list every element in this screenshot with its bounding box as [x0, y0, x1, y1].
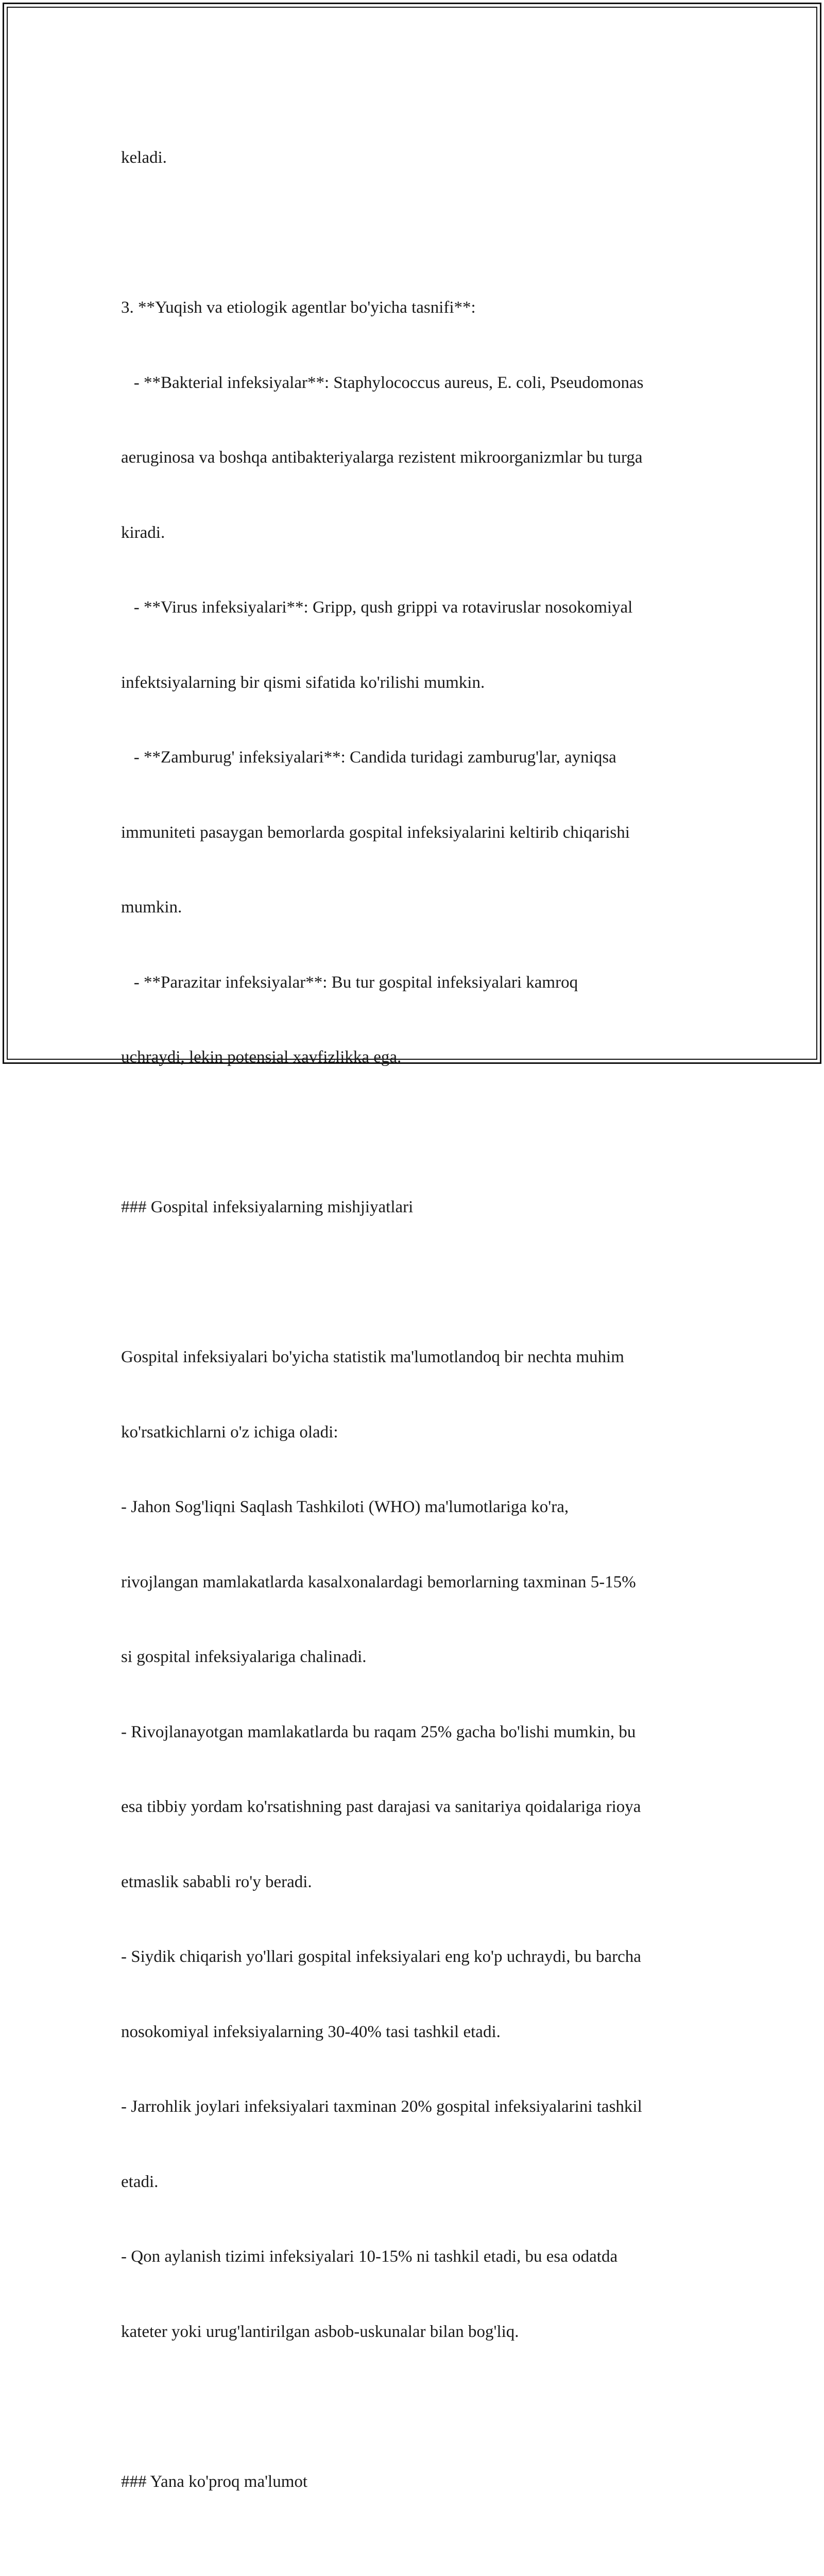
document-body — [121, 95, 718, 2576]
text-line: - Jarrohlik joylari infeksiyalari taxminan 20% gospital infeksiyalarini tashkil — [121, 2097, 642, 2116]
text-line: aeruginosa va boshqa antibakteriyalarga rezistent mikroorganizmlar bu turga — [121, 448, 643, 467]
text-line: kateter yoki urug'lantirilgan asbob-uskunalar bilan bog'liq. — [121, 2322, 519, 2341]
blank-line — [121, 221, 718, 246]
text-line: rivojlangan mamlakatlarda kasalxonalardagi bemorlarning taxminan 5-15% — [121, 1572, 636, 1591]
blank-line — [121, 2394, 718, 2419]
text-line: nosokomiyal infeksiyalarning 30-40% tasi tashkil etadi. — [121, 2022, 501, 2041]
text-line: mumkin. — [121, 898, 182, 917]
text-line: ko'rsatkichlarni o'z ichiga oladi: — [121, 1422, 338, 1442]
text-line: keladi. — [121, 148, 167, 167]
text-line: uchraydi, lekin potensial xavfizlikka ega. — [121, 1048, 402, 1066]
text-line: - **Virus infeksiyalari**: Gripp, qush grippi va rotaviruslar nosokomiyal — [121, 598, 633, 617]
text-line: - Qon aylanish tizimi infeksiyalari 10-15% ni tashkil etadi, bu esa odatda — [121, 2247, 618, 2266]
text-line: si gospital infeksiyalariga chalinadi. — [121, 1648, 367, 1666]
section-heading: ### Yana ko'proq ma'lumot — [121, 2472, 308, 2491]
text-line: esa tibbiy yordam ko'rsatishning past darajasi va sanitariya qoidalariga rioya — [121, 1798, 641, 1816]
text-line: - Jahon Sog'liqni Saqlash Tashkiloti (WHO) ma'lumotlariga ko'ra, — [121, 1498, 569, 1516]
section-heading: ### Gospital infeksiyalarning mishjiyatlari — [121, 1198, 414, 1216]
text-line: - **Zamburug' infeksiyalari**: Candida turidagi zamburug'lar, ayniqsa — [121, 748, 616, 767]
text-line: kiradi. — [121, 523, 165, 542]
text-line: - Rivojlanayotgan mamlakatlarda bu raqam 25% gacha bo'lishi mumkin, bu — [121, 1722, 636, 1741]
blank-line — [121, 1270, 718, 1295]
text-line: etadi. — [121, 2172, 159, 2191]
blank-line — [121, 2544, 718, 2569]
text-line: etmaslik sababli ro'y beradi. — [121, 1872, 312, 1891]
text-line: - Siydik chiqarish yo'llari gospital infeksiyalari eng ko'p uchraydi, bu barcha — [121, 1947, 641, 1966]
text-line: immuniteti pasaygan bemorlarda gospital infeksiyalarini keltirib chiqarishi — [121, 823, 630, 842]
text-line: infektsiyalarning bir qismi sifatida ko'rilishi mumkin. — [121, 673, 485, 692]
text-line: - **Parazitar infeksiyalar**: Bu tur gospital infeksiyalari kamroq — [121, 973, 578, 992]
text-line: - **Bakterial infeksiyalar**: Staphylococcus aureus, E. coli, Pseudomonas — [121, 373, 644, 392]
blank-line — [121, 1120, 718, 1145]
text-line: Gospital infeksiyalari bo'yicha statistik ma'lumotlandoq bir nechta muhim — [121, 1348, 624, 1366]
list-heading-classification: 3. **Yuqish va etiologik agentlar bo'yicha tasnifi**: — [121, 298, 476, 317]
